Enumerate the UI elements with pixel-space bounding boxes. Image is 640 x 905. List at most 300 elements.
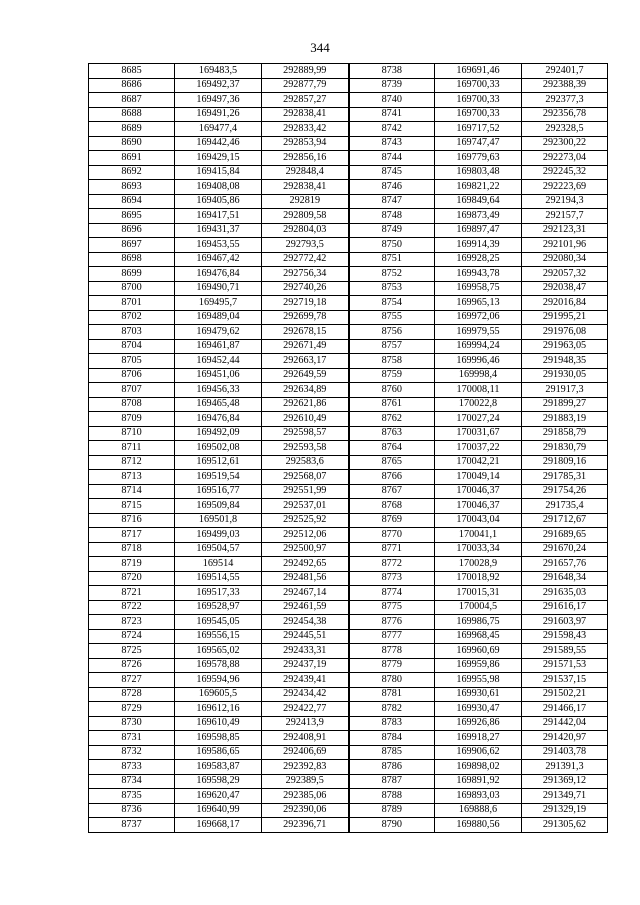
y-coordinate-cell: 291930,05	[522, 368, 608, 383]
point-number-cell: 8780	[349, 673, 435, 688]
table-row	[89, 325, 608, 340]
point-number-cell: 8690	[89, 136, 175, 151]
x-coordinate-cell: 169906,62	[435, 745, 522, 760]
y-coordinate-cell: 292437,19	[262, 658, 349, 673]
point-number-cell: 8727	[89, 673, 175, 688]
x-coordinate-cell: 169504,57	[175, 542, 262, 557]
x-coordinate-cell: 169499,03	[175, 528, 262, 543]
x-coordinate-cell: 169492,37	[175, 78, 262, 93]
y-coordinate-cell: 292433,31	[262, 644, 349, 659]
point-number-cell: 8767	[349, 484, 435, 499]
point-number-cell: 8725	[89, 644, 175, 659]
table-row	[89, 644, 608, 659]
y-coordinate-cell: 292396,71	[262, 818, 349, 833]
point-number-cell: 8759	[349, 368, 435, 383]
point-number-cell: 8722	[89, 600, 175, 615]
x-coordinate-cell: 169431,37	[175, 223, 262, 238]
y-coordinate-cell: 292406,69	[262, 745, 349, 760]
y-coordinate-cell: 292273,04	[522, 151, 608, 166]
point-number-cell: 8737	[89, 818, 175, 833]
point-number-cell: 8729	[89, 702, 175, 717]
table-row	[89, 78, 608, 93]
y-coordinate-cell: 292537,01	[262, 499, 349, 514]
x-coordinate-cell: 169717,52	[435, 122, 522, 137]
x-coordinate-cell: 169960,69	[435, 644, 522, 659]
point-number-cell: 8743	[349, 136, 435, 151]
y-coordinate-cell: 292853,94	[262, 136, 349, 151]
x-coordinate-cell: 169620,47	[175, 789, 262, 804]
y-coordinate-cell: 292057,32	[522, 267, 608, 282]
x-coordinate-cell: 170037,22	[435, 441, 522, 456]
point-number-cell: 8723	[89, 615, 175, 630]
point-number-cell: 8738	[349, 64, 435, 79]
table-row	[89, 122, 608, 137]
x-coordinate-cell: 169417,51	[175, 209, 262, 224]
point-number-cell: 8692	[89, 165, 175, 180]
table-row	[89, 339, 608, 354]
y-coordinate-cell: 292492,65	[262, 557, 349, 572]
x-coordinate-cell: 169477,4	[175, 122, 262, 137]
x-coordinate-cell: 169452,44	[175, 354, 262, 369]
point-number-cell: 8685	[89, 64, 175, 79]
y-coordinate-cell: 291329,19	[522, 803, 608, 818]
y-coordinate-cell: 292422,77	[262, 702, 349, 717]
point-number-cell: 8773	[349, 571, 435, 586]
y-coordinate-cell: 292833,42	[262, 122, 349, 137]
point-number-cell: 8701	[89, 296, 175, 311]
y-coordinate-cell: 292439,41	[262, 673, 349, 688]
y-coordinate-cell: 292016,84	[522, 296, 608, 311]
x-coordinate-cell: 169979,55	[435, 325, 522, 340]
x-coordinate-cell: 169880,56	[435, 818, 522, 833]
point-number-cell: 8739	[349, 78, 435, 93]
point-number-cell: 8777	[349, 629, 435, 644]
point-number-cell: 8712	[89, 455, 175, 470]
table-row	[89, 296, 608, 311]
y-coordinate-cell: 292356,78	[522, 107, 608, 122]
x-coordinate-cell: 169556,15	[175, 629, 262, 644]
x-coordinate-cell: 169461,87	[175, 339, 262, 354]
y-coordinate-cell: 292857,27	[262, 93, 349, 108]
x-coordinate-cell: 170033,34	[435, 542, 522, 557]
y-coordinate-cell: 292408,91	[262, 731, 349, 746]
x-coordinate-cell: 169594,96	[175, 673, 262, 688]
point-number-cell: 8749	[349, 223, 435, 238]
y-coordinate-cell: 291648,34	[522, 571, 608, 586]
x-coordinate-cell: 169476,84	[175, 412, 262, 427]
point-number-cell: 8762	[349, 412, 435, 427]
x-coordinate-cell: 169640,99	[175, 803, 262, 818]
x-coordinate-cell: 169955,98	[435, 673, 522, 688]
y-coordinate-cell: 292401,7	[522, 64, 608, 79]
table-row	[89, 499, 608, 514]
y-coordinate-cell: 292621,86	[262, 397, 349, 412]
x-coordinate-cell: 170022,8	[435, 397, 522, 412]
y-coordinate-cell: 292390,06	[262, 803, 349, 818]
y-coordinate-cell: 292809,58	[262, 209, 349, 224]
point-number-cell: 8699	[89, 267, 175, 282]
x-coordinate-cell: 169972,06	[435, 310, 522, 325]
table-row	[89, 209, 608, 224]
x-coordinate-cell: 169965,13	[435, 296, 522, 311]
x-coordinate-cell: 169898,02	[435, 760, 522, 775]
y-coordinate-cell: 292101,96	[522, 238, 608, 253]
x-coordinate-cell: 169489,04	[175, 310, 262, 325]
point-number-cell: 8740	[349, 93, 435, 108]
point-number-cell: 8730	[89, 716, 175, 731]
point-number-cell: 8696	[89, 223, 175, 238]
table-row	[89, 93, 608, 108]
y-coordinate-cell: 292772,42	[262, 252, 349, 267]
point-number-cell: 8700	[89, 281, 175, 296]
y-coordinate-cell: 292634,89	[262, 383, 349, 398]
table-row	[89, 557, 608, 572]
y-coordinate-cell: 291305,62	[522, 818, 608, 833]
table-row	[89, 702, 608, 717]
table-row	[89, 789, 608, 804]
x-coordinate-cell: 169442,46	[175, 136, 262, 151]
x-coordinate-cell: 169586,65	[175, 745, 262, 760]
table-row	[89, 252, 608, 267]
y-coordinate-cell: 292388,39	[522, 78, 608, 93]
x-coordinate-cell: 169598,29	[175, 774, 262, 789]
x-coordinate-cell: 169509,84	[175, 499, 262, 514]
y-coordinate-cell: 292740,26	[262, 281, 349, 296]
point-number-cell: 8766	[349, 470, 435, 485]
point-number-cell: 8732	[89, 745, 175, 760]
point-number-cell: 8716	[89, 513, 175, 528]
x-coordinate-cell: 170043,04	[435, 513, 522, 528]
x-coordinate-cell: 169914,39	[435, 238, 522, 253]
point-number-cell: 8698	[89, 252, 175, 267]
point-number-cell: 8747	[349, 194, 435, 209]
y-coordinate-cell: 291603,97	[522, 615, 608, 630]
y-coordinate-cell: 292699,78	[262, 310, 349, 325]
table-row	[89, 484, 608, 499]
x-coordinate-cell: 169700,33	[435, 107, 522, 122]
x-coordinate-cell: 169453,55	[175, 238, 262, 253]
point-number-cell: 8789	[349, 803, 435, 818]
x-coordinate-cell: 169668,17	[175, 818, 262, 833]
table-row	[89, 571, 608, 586]
x-coordinate-cell: 169888,6	[435, 803, 522, 818]
table-row	[89, 194, 608, 209]
x-coordinate-cell: 169897,47	[435, 223, 522, 238]
x-coordinate-cell: 169502,08	[175, 441, 262, 456]
x-coordinate-cell: 169891,92	[435, 774, 522, 789]
y-coordinate-cell: 292328,5	[522, 122, 608, 137]
y-coordinate-cell: 292678,15	[262, 325, 349, 340]
point-number-cell: 8719	[89, 557, 175, 572]
y-coordinate-cell: 292445,51	[262, 629, 349, 644]
point-number-cell: 8788	[349, 789, 435, 804]
table-row	[89, 731, 608, 746]
point-number-cell: 8724	[89, 629, 175, 644]
table-row	[89, 136, 608, 151]
y-coordinate-cell: 292385,06	[262, 789, 349, 804]
point-number-cell: 8768	[349, 499, 435, 514]
y-coordinate-cell: 292500,97	[262, 542, 349, 557]
point-number-cell: 8702	[89, 310, 175, 325]
table-row	[89, 818, 608, 833]
table-row	[89, 281, 608, 296]
y-coordinate-cell: 292568,07	[262, 470, 349, 485]
y-coordinate-cell: 292454,38	[262, 615, 349, 630]
y-coordinate-cell: 292038,47	[522, 281, 608, 296]
y-coordinate-cell: 292671,49	[262, 339, 349, 354]
table-row	[89, 165, 608, 180]
point-number-cell: 8782	[349, 702, 435, 717]
table-row	[89, 629, 608, 644]
point-number-cell: 8785	[349, 745, 435, 760]
y-coordinate-cell: 292389,5	[262, 774, 349, 789]
table-row	[89, 107, 608, 122]
point-number-cell: 8779	[349, 658, 435, 673]
point-number-cell: 8707	[89, 383, 175, 398]
x-coordinate-cell: 169821,22	[435, 180, 522, 195]
point-number-cell: 8781	[349, 687, 435, 702]
y-coordinate-cell: 291670,24	[522, 542, 608, 557]
point-number-cell: 8686	[89, 78, 175, 93]
point-number-cell: 8771	[349, 542, 435, 557]
y-coordinate-cell: 291502,21	[522, 687, 608, 702]
table-row	[89, 687, 608, 702]
x-coordinate-cell: 169998,4	[435, 368, 522, 383]
point-number-cell: 8751	[349, 252, 435, 267]
point-number-cell: 8715	[89, 499, 175, 514]
x-coordinate-cell: 169691,46	[435, 64, 522, 79]
y-coordinate-cell: 291635,03	[522, 586, 608, 601]
y-coordinate-cell: 292467,14	[262, 586, 349, 601]
point-number-cell: 8755	[349, 310, 435, 325]
point-number-cell: 8783	[349, 716, 435, 731]
x-coordinate-cell: 170018,92	[435, 571, 522, 586]
x-coordinate-cell: 169429,15	[175, 151, 262, 166]
point-number-cell: 8752	[349, 267, 435, 282]
x-coordinate-cell: 169514	[175, 557, 262, 572]
x-coordinate-cell: 169408,08	[175, 180, 262, 195]
x-coordinate-cell: 169583,87	[175, 760, 262, 775]
x-coordinate-cell: 169497,36	[175, 93, 262, 108]
point-number-cell: 8764	[349, 441, 435, 456]
x-coordinate-cell: 169747,47	[435, 136, 522, 151]
point-number-cell: 8786	[349, 760, 435, 775]
y-coordinate-cell: 292719,18	[262, 296, 349, 311]
x-coordinate-cell: 169415,84	[175, 165, 262, 180]
point-number-cell: 8776	[349, 615, 435, 630]
point-number-cell: 8694	[89, 194, 175, 209]
y-coordinate-cell: 291689,65	[522, 528, 608, 543]
x-coordinate-cell: 169483,5	[175, 64, 262, 79]
y-coordinate-cell: 292525,92	[262, 513, 349, 528]
x-coordinate-cell: 169930,61	[435, 687, 522, 702]
x-coordinate-cell: 169959,86	[435, 658, 522, 673]
y-coordinate-cell: 291349,71	[522, 789, 608, 804]
table-row	[89, 223, 608, 238]
x-coordinate-cell: 170046,37	[435, 499, 522, 514]
x-coordinate-cell: 169598,85	[175, 731, 262, 746]
point-number-cell: 8721	[89, 586, 175, 601]
x-coordinate-cell: 170004,5	[435, 600, 522, 615]
x-coordinate-cell: 169612,16	[175, 702, 262, 717]
point-number-cell: 8704	[89, 339, 175, 354]
table-row	[89, 441, 608, 456]
point-number-cell: 8790	[349, 818, 435, 833]
y-coordinate-cell: 291616,17	[522, 600, 608, 615]
point-number-cell: 8750	[349, 238, 435, 253]
point-number-cell: 8753	[349, 281, 435, 296]
y-coordinate-cell: 292819	[262, 194, 349, 209]
x-coordinate-cell: 169578,88	[175, 658, 262, 673]
point-number-cell: 8706	[89, 368, 175, 383]
x-coordinate-cell: 169516,77	[175, 484, 262, 499]
y-coordinate-cell: 292377,3	[522, 93, 608, 108]
y-coordinate-cell: 292481,56	[262, 571, 349, 586]
y-coordinate-cell: 291369,12	[522, 774, 608, 789]
y-coordinate-cell: 292300,22	[522, 136, 608, 151]
table-row	[89, 412, 608, 427]
table-row	[89, 383, 608, 398]
y-coordinate-cell: 291403,78	[522, 745, 608, 760]
y-coordinate-cell: 292123,31	[522, 223, 608, 238]
point-number-cell: 8778	[349, 644, 435, 659]
point-number-cell: 8760	[349, 383, 435, 398]
x-coordinate-cell: 169565,02	[175, 644, 262, 659]
point-number-cell: 8687	[89, 93, 175, 108]
y-coordinate-cell: 291785,31	[522, 470, 608, 485]
x-coordinate-cell: 170008,11	[435, 383, 522, 398]
y-coordinate-cell: 292434,42	[262, 687, 349, 702]
y-coordinate-cell: 291712,67	[522, 513, 608, 528]
x-coordinate-cell: 169501,8	[175, 513, 262, 528]
point-number-cell: 8734	[89, 774, 175, 789]
x-coordinate-cell: 169849,64	[435, 194, 522, 209]
y-coordinate-cell: 292583,6	[262, 455, 349, 470]
x-coordinate-cell: 169779,63	[435, 151, 522, 166]
y-coordinate-cell: 291571,53	[522, 658, 608, 673]
y-coordinate-cell: 292392,83	[262, 760, 349, 775]
y-coordinate-cell: 292610,49	[262, 412, 349, 427]
x-coordinate-cell: 169456,33	[175, 383, 262, 398]
point-number-cell: 8745	[349, 165, 435, 180]
x-coordinate-cell: 169517,33	[175, 586, 262, 601]
table-row	[89, 470, 608, 485]
point-number-cell: 8689	[89, 122, 175, 137]
x-coordinate-cell: 169700,33	[435, 93, 522, 108]
x-coordinate-cell: 169610,49	[175, 716, 262, 731]
table-row	[89, 745, 608, 760]
y-coordinate-cell: 292793,5	[262, 238, 349, 253]
y-coordinate-cell: 292157,7	[522, 209, 608, 224]
y-coordinate-cell: 292598,57	[262, 426, 349, 441]
x-coordinate-cell: 169490,71	[175, 281, 262, 296]
x-coordinate-cell: 169994,24	[435, 339, 522, 354]
x-coordinate-cell: 170042,21	[435, 455, 522, 470]
y-coordinate-cell: 292194,3	[522, 194, 608, 209]
table-row	[89, 774, 608, 789]
x-coordinate-cell: 169926,86	[435, 716, 522, 731]
point-number-cell: 8787	[349, 774, 435, 789]
point-number-cell: 8748	[349, 209, 435, 224]
point-number-cell: 8744	[349, 151, 435, 166]
y-coordinate-cell: 292512,06	[262, 528, 349, 543]
point-number-cell: 8758	[349, 354, 435, 369]
y-coordinate-cell: 292889,99	[262, 64, 349, 79]
table-row	[89, 673, 608, 688]
point-number-cell: 8726	[89, 658, 175, 673]
point-number-cell: 8770	[349, 528, 435, 543]
x-coordinate-cell: 169700,33	[435, 78, 522, 93]
x-coordinate-cell: 169930,47	[435, 702, 522, 717]
x-coordinate-cell: 169528,97	[175, 600, 262, 615]
y-coordinate-cell: 291442,04	[522, 716, 608, 731]
table-row	[89, 658, 608, 673]
point-number-cell: 8705	[89, 354, 175, 369]
y-coordinate-cell: 292461,59	[262, 600, 349, 615]
x-coordinate-cell: 169479,62	[175, 325, 262, 340]
table-row	[89, 397, 608, 412]
y-coordinate-cell: 292756,34	[262, 267, 349, 282]
x-coordinate-cell: 169873,49	[435, 209, 522, 224]
table-row	[89, 151, 608, 166]
y-coordinate-cell: 291976,08	[522, 325, 608, 340]
x-coordinate-cell: 170015,31	[435, 586, 522, 601]
y-coordinate-cell: 291420,97	[522, 731, 608, 746]
y-coordinate-cell: 292413,9	[262, 716, 349, 731]
x-coordinate-cell: 169465,48	[175, 397, 262, 412]
y-coordinate-cell: 292080,34	[522, 252, 608, 267]
point-number-cell: 8695	[89, 209, 175, 224]
y-coordinate-cell: 291995,21	[522, 310, 608, 325]
y-coordinate-cell: 291657,76	[522, 557, 608, 572]
x-coordinate-cell: 169495,7	[175, 296, 262, 311]
x-coordinate-cell: 169996,46	[435, 354, 522, 369]
table-row	[89, 64, 608, 79]
x-coordinate-cell: 169986,75	[435, 615, 522, 630]
y-coordinate-cell: 291466,17	[522, 702, 608, 717]
x-coordinate-cell: 169492,09	[175, 426, 262, 441]
coordinates-table-body	[89, 64, 608, 833]
table-row	[89, 426, 608, 441]
point-number-cell: 8728	[89, 687, 175, 702]
y-coordinate-cell: 291809,16	[522, 455, 608, 470]
table-row	[89, 354, 608, 369]
x-coordinate-cell: 170041,1	[435, 528, 522, 543]
y-coordinate-cell: 292649,59	[262, 368, 349, 383]
y-coordinate-cell: 292848,4	[262, 165, 349, 180]
table-row	[89, 238, 608, 253]
x-coordinate-cell: 169893,03	[435, 789, 522, 804]
point-number-cell: 8765	[349, 455, 435, 470]
point-number-cell: 8708	[89, 397, 175, 412]
point-number-cell: 8772	[349, 557, 435, 572]
table-row	[89, 513, 608, 528]
y-coordinate-cell: 291858,79	[522, 426, 608, 441]
page-number: 344	[310, 40, 330, 55]
x-coordinate-cell: 169803,48	[435, 165, 522, 180]
point-number-cell: 8769	[349, 513, 435, 528]
point-number-cell: 8736	[89, 803, 175, 818]
point-number-cell: 8775	[349, 600, 435, 615]
coordinates-table	[88, 63, 608, 833]
y-coordinate-cell: 291598,43	[522, 629, 608, 644]
x-coordinate-cell: 170027,24	[435, 412, 522, 427]
table-row	[89, 586, 608, 601]
y-coordinate-cell: 292804,03	[262, 223, 349, 238]
y-coordinate-cell: 291963,05	[522, 339, 608, 354]
x-coordinate-cell: 169476,84	[175, 267, 262, 282]
table-row	[89, 716, 608, 731]
